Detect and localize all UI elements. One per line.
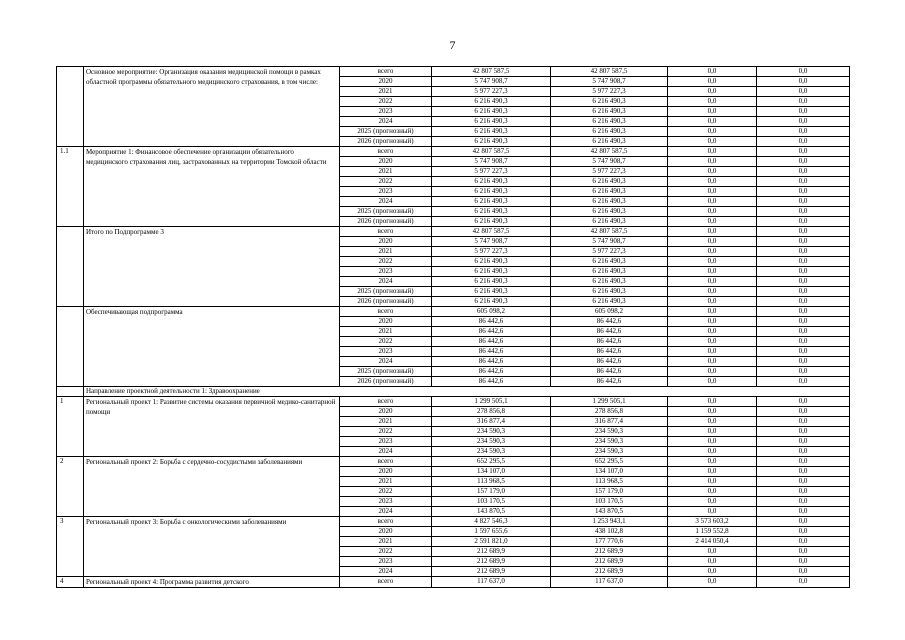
total-value-cell: 5 747 908,7 [432,157,551,167]
other-funding-cell: 0,0 [757,427,850,437]
year-cell: 2023 [340,187,432,197]
other-funding-cell: 0,0 [757,317,850,327]
year-cell: 2022 [340,547,432,557]
regional-budget-cell: 86 442,6 [551,327,668,337]
federal-budget-cell: 0,0 [668,97,757,107]
total-value-cell: 103 170,5 [432,497,551,507]
total-value-cell: 86 442,6 [432,347,551,357]
regional-budget-cell: 117 637,0 [551,577,668,588]
federal-budget-cell: 0,0 [668,247,757,257]
federal-budget-cell: 0,0 [668,337,757,347]
federal-budget-cell: 0,0 [668,497,757,507]
row-number-cell: 1 [57,397,84,457]
year-cell: 2025 (прогнозный) [340,287,432,297]
federal-budget-cell: 0,0 [668,217,757,227]
other-funding-cell: 0,0 [757,367,850,377]
regional-budget-cell: 5 977 227,3 [551,247,668,257]
other-funding-cell: 0,0 [757,87,850,97]
federal-budget-cell: 0,0 [668,317,757,327]
other-funding-cell: 0,0 [757,487,850,497]
other-funding-cell: 0,0 [757,157,850,167]
regional-budget-cell: 5 747 908,7 [551,157,668,167]
row-number-cell [57,387,84,397]
total-value-cell: 4 827 546,3 [432,517,551,527]
year-cell: 2023 [340,347,432,357]
table-row [57,227,850,237]
federal-budget-cell: 0,0 [668,137,757,147]
federal-budget-cell: 0,0 [668,567,757,577]
regional-budget-cell: 86 442,6 [551,317,668,327]
regional-budget-cell: 5 977 227,3 [551,167,668,177]
row-number-cell [57,227,84,307]
total-value-cell: 5 977 227,3 [432,167,551,177]
regional-budget-cell: 234 590,3 [551,437,668,447]
year-cell: 2023 [340,557,432,567]
other-funding-cell: 0,0 [757,467,850,477]
federal-budget-cell: 0,0 [668,187,757,197]
table-row [57,147,850,157]
total-value-cell: 234 590,3 [432,437,551,447]
table-row [57,67,850,77]
other-funding-cell: 0,0 [757,417,850,427]
year-cell: 2021 [340,327,432,337]
federal-budget-cell: 0,0 [668,287,757,297]
total-value-cell: 86 442,6 [432,367,551,377]
federal-budget-cell: 0,0 [668,487,757,497]
regional-budget-cell: 212 689,9 [551,567,668,577]
year-cell: всего [340,517,432,527]
section-header-row [57,387,850,397]
year-cell: 2020 [340,317,432,327]
year-cell: 2021 [340,167,432,177]
regional-budget-cell: 6 216 490,3 [551,107,668,117]
regional-budget-cell: 6 216 490,3 [551,97,668,107]
other-funding-cell: 0,0 [757,67,850,77]
total-value-cell: 6 216 490,3 [432,107,551,117]
federal-budget-cell: 0,0 [668,547,757,557]
other-funding-cell: 0,0 [757,137,850,147]
total-value-cell: 6 216 490,3 [432,177,551,187]
year-cell: 2020 [340,237,432,247]
year-cell: 2025 (прогнозный) [340,207,432,217]
total-value-cell: 234 590,3 [432,427,551,437]
year-cell: 2021 [340,247,432,257]
section-header-cell: Направление проектной деятельности 1: Здравоохранение [84,387,850,397]
other-funding-cell: 0,0 [757,207,850,217]
regional-budget-cell: 278 856,8 [551,407,668,417]
year-cell: всего [340,307,432,317]
federal-budget-cell: 0,0 [668,297,757,307]
other-funding-cell: 0,0 [757,177,850,187]
year-cell: 2020 [340,407,432,417]
regional-budget-cell: 177 770,6 [551,537,668,547]
year-cell: 2026 (прогнозный) [340,137,432,147]
year-cell: 2026 (прогнозный) [340,377,432,387]
regional-budget-cell: 6 216 490,3 [551,127,668,137]
year-cell: 2024 [340,357,432,367]
other-funding-cell: 0,0 [757,227,850,237]
other-funding-cell: 0,0 [757,77,850,87]
total-value-cell: 652 295,5 [432,457,551,467]
total-value-cell: 6 216 490,3 [432,127,551,137]
total-value-cell: 86 442,6 [432,357,551,367]
total-value-cell: 6 216 490,3 [432,287,551,297]
other-funding-cell: 0,0 [757,547,850,557]
item-name-cell: Мероприятие 1: Финансовое обеспечение организации обязательного медицинского страхования лиц, застрахованных на территории Томской области [84,147,340,227]
regional-budget-cell: 113 968,5 [551,477,668,487]
year-cell: 2024 [340,277,432,287]
regional-budget-cell: 86 442,6 [551,357,668,367]
federal-budget-cell: 0,0 [668,577,757,588]
table-row [57,577,850,588]
other-funding-cell: 0,0 [757,167,850,177]
total-value-cell: 212 689,9 [432,557,551,567]
total-value-cell: 86 442,6 [432,377,551,387]
regional-budget-cell: 6 216 490,3 [551,217,668,227]
other-funding-cell: 0,0 [757,97,850,107]
federal-budget-cell: 0,0 [668,557,757,567]
regional-budget-cell: 1 253 943,1 [551,517,668,527]
other-funding-cell: 0,0 [757,557,850,567]
regional-budget-cell: 42 807 587,5 [551,67,668,77]
federal-budget-cell: 3 573 603,2 [668,517,757,527]
total-value-cell: 2 591 821,0 [432,537,551,547]
regional-budget-cell: 6 216 490,3 [551,297,668,307]
row-number-cell: 1.1 [57,147,84,227]
federal-budget-cell: 0,0 [668,467,757,477]
federal-budget-cell: 0,0 [668,227,757,237]
year-cell: всего [340,67,432,77]
year-cell: 2020 [340,157,432,167]
federal-budget-cell: 0,0 [668,407,757,417]
regional-budget-cell: 605 098,2 [551,307,668,317]
regional-budget-cell: 234 590,3 [551,427,668,437]
item-name-cell: Региональный проект 2: Борьба с сердечно-сосудистыми заболеваниями [84,457,340,517]
total-value-cell: 5 747 908,7 [432,237,551,247]
regional-budget-cell: 6 216 490,3 [551,277,668,287]
regional-budget-cell: 6 216 490,3 [551,287,668,297]
federal-budget-cell: 0,0 [668,117,757,127]
total-value-cell: 86 442,6 [432,337,551,347]
federal-budget-cell: 0,0 [668,307,757,317]
other-funding-cell: 0,0 [757,397,850,407]
year-cell: всего [340,457,432,467]
regional-budget-cell: 5 977 227,3 [551,87,668,97]
table-row [57,517,850,527]
table-row [57,457,850,467]
page-number: 7 [449,38,456,52]
regional-budget-cell: 6 216 490,3 [551,257,668,267]
year-cell: всего [340,227,432,237]
total-value-cell: 42 807 587,5 [432,67,551,77]
total-value-cell: 1 597 655,6 [432,527,551,537]
federal-budget-cell: 0,0 [668,107,757,117]
regional-budget-cell: 86 442,6 [551,347,668,357]
year-cell: 2021 [340,417,432,427]
federal-budget-cell: 0,0 [668,347,757,357]
other-funding-cell: 0,0 [757,237,850,247]
total-value-cell: 6 216 490,3 [432,257,551,267]
regional-budget-cell: 652 295,5 [551,457,668,467]
regional-budget-cell: 143 870,5 [551,507,668,517]
federal-budget-cell: 0,0 [668,447,757,457]
federal-budget-cell: 0,0 [668,157,757,167]
total-value-cell: 5 747 908,7 [432,77,551,87]
year-cell: 2022 [340,257,432,267]
total-value-cell: 6 216 490,3 [432,137,551,147]
total-value-cell: 6 216 490,3 [432,297,551,307]
regional-budget-cell: 86 442,6 [551,367,668,377]
regional-budget-cell: 6 216 490,3 [551,187,668,197]
total-value-cell: 316 877,4 [432,417,551,427]
item-name-cell: Региональный проект 1: Развитие системы оказания первичной медико-санитарной помощи [84,397,340,457]
regional-budget-cell: 6 216 490,3 [551,137,668,147]
table-row [57,397,850,407]
item-name-cell: Итого по Подпрограмме 3 [84,227,340,307]
total-value-cell: 6 216 490,3 [432,97,551,107]
other-funding-cell: 0,0 [757,187,850,197]
total-value-cell: 278 856,8 [432,407,551,417]
other-funding-cell: 0,0 [757,217,850,227]
year-cell: 2020 [340,77,432,87]
year-cell: 2024 [340,447,432,457]
federal-budget-cell: 0,0 [668,377,757,387]
other-funding-cell: 0,0 [757,357,850,367]
federal-budget-cell: 0,0 [668,87,757,97]
year-cell: 2023 [340,107,432,117]
year-cell: 2022 [340,487,432,497]
regional-budget-cell: 86 442,6 [551,337,668,347]
federal-budget-cell: 0,0 [668,197,757,207]
federal-budget-cell: 0,0 [668,147,757,157]
total-value-cell: 1 299 505,1 [432,397,551,407]
total-value-cell: 157 179,0 [432,487,551,497]
total-value-cell: 134 107,0 [432,467,551,477]
other-funding-cell: 0,0 [757,517,850,527]
regional-budget-cell: 103 170,5 [551,497,668,507]
federal-budget-cell: 0,0 [668,257,757,267]
year-cell: 2024 [340,197,432,207]
federal-budget-cell: 0,0 [668,427,757,437]
year-cell: 2024 [340,117,432,127]
year-cell: 2022 [340,97,432,107]
total-value-cell: 6 216 490,3 [432,207,551,217]
row-number-cell [57,307,84,387]
budget-table [56,66,850,588]
item-name-cell: Региональный проект 3: Борьба с онкологическими заболеваниями [84,517,340,577]
total-value-cell: 86 442,6 [432,317,551,327]
regional-budget-cell: 42 807 587,5 [551,147,668,157]
other-funding-cell: 0,0 [757,457,850,467]
federal-budget-cell: 0,0 [668,267,757,277]
other-funding-cell: 0,0 [757,377,850,387]
year-cell: 2023 [340,267,432,277]
row-number-cell: 3 [57,517,84,577]
federal-budget-cell: 0,0 [668,167,757,177]
regional-budget-cell: 212 689,9 [551,547,668,557]
total-value-cell: 5 977 227,3 [432,87,551,97]
year-cell: 2023 [340,497,432,507]
other-funding-cell: 0,0 [757,537,850,547]
other-funding-cell: 0,0 [757,447,850,457]
other-funding-cell: 0,0 [757,247,850,257]
regional-budget-cell: 86 442,6 [551,377,668,387]
federal-budget-cell: 1 159 552,8 [668,527,757,537]
year-cell: 2024 [340,567,432,577]
federal-budget-cell: 0,0 [668,457,757,467]
regional-budget-cell: 6 216 490,3 [551,207,668,217]
total-value-cell: 212 689,9 [432,547,551,557]
regional-budget-cell: 42 807 587,5 [551,227,668,237]
federal-budget-cell: 0,0 [668,417,757,427]
total-value-cell: 234 590,3 [432,447,551,457]
federal-budget-cell: 0,0 [668,77,757,87]
federal-budget-cell: 0,0 [668,67,757,77]
total-value-cell: 86 442,6 [432,327,551,337]
year-cell: 2020 [340,527,432,537]
item-name-cell: Региональный проект 4: Программа развития детского [84,577,340,588]
other-funding-cell: 0,0 [757,327,850,337]
regional-budget-cell: 438 102,8 [551,527,668,537]
item-name-cell: Основное мероприятие: Организация оказания медицинской помощи в рамках областной программы обязательного медицинского страхования, в том числе: [84,67,340,147]
other-funding-cell: 0,0 [757,437,850,447]
other-funding-cell: 0,0 [757,257,850,267]
other-funding-cell: 0,0 [757,577,850,588]
row-number-cell [57,67,84,147]
year-cell: 2021 [340,477,432,487]
regional-budget-cell: 6 216 490,3 [551,117,668,127]
federal-budget-cell: 0,0 [668,277,757,287]
other-funding-cell: 0,0 [757,527,850,537]
other-funding-cell: 0,0 [757,507,850,517]
year-cell: 2020 [340,467,432,477]
total-value-cell: 117 637,0 [432,577,551,588]
regional-budget-cell: 134 107,0 [551,467,668,477]
other-funding-cell: 0,0 [757,147,850,157]
federal-budget-cell: 0,0 [668,237,757,247]
other-funding-cell: 0,0 [757,197,850,207]
total-value-cell: 42 807 587,5 [432,147,551,157]
regional-budget-cell: 316 877,4 [551,417,668,427]
year-cell: всего [340,577,432,588]
other-funding-cell: 0,0 [757,287,850,297]
other-funding-cell: 0,0 [757,277,850,287]
other-funding-cell: 0,0 [757,567,850,577]
total-value-cell: 6 216 490,3 [432,117,551,127]
other-funding-cell: 0,0 [757,337,850,347]
other-funding-cell: 0,0 [757,297,850,307]
federal-budget-cell: 0,0 [668,477,757,487]
other-funding-cell: 0,0 [757,107,850,117]
table-row [57,307,850,317]
other-funding-cell: 0,0 [757,267,850,277]
total-value-cell: 6 216 490,3 [432,197,551,207]
total-value-cell: 6 216 490,3 [432,267,551,277]
federal-budget-cell: 0,0 [668,437,757,447]
other-funding-cell: 0,0 [757,407,850,417]
federal-budget-cell: 0,0 [668,177,757,187]
regional-budget-cell: 1 299 505,1 [551,397,668,407]
federal-budget-cell: 0,0 [668,327,757,337]
regional-budget-cell: 234 590,3 [551,447,668,457]
total-value-cell: 212 689,9 [432,567,551,577]
year-cell: 2025 (прогнозный) [340,367,432,377]
year-cell: всего [340,397,432,407]
other-funding-cell: 0,0 [757,117,850,127]
total-value-cell: 6 216 490,3 [432,217,551,227]
year-cell: 2021 [340,87,432,97]
row-number-cell: 4 [57,577,84,588]
item-name-cell: Обеспечивающая подпрограмма [84,307,340,387]
total-value-cell: 113 968,5 [432,477,551,487]
regional-budget-cell: 6 216 490,3 [551,197,668,207]
federal-budget-cell: 0,0 [668,367,757,377]
other-funding-cell: 0,0 [757,127,850,137]
table-body [57,67,850,588]
other-funding-cell: 0,0 [757,307,850,317]
federal-budget-cell: 0,0 [668,357,757,367]
federal-budget-cell: 0,0 [668,507,757,517]
other-funding-cell: 0,0 [757,477,850,487]
year-cell: 2026 (прогнозный) [340,217,432,227]
regional-budget-cell: 157 179,0 [551,487,668,497]
federal-budget-cell: 2 414 050,4 [668,537,757,547]
federal-budget-cell: 0,0 [668,397,757,407]
year-cell: 2025 (прогнозный) [340,127,432,137]
year-cell: всего [340,147,432,157]
federal-budget-cell: 0,0 [668,127,757,137]
total-value-cell: 42 807 587,5 [432,227,551,237]
regional-budget-cell: 6 216 490,3 [551,267,668,277]
year-cell: 2023 [340,437,432,447]
regional-budget-cell: 5 747 908,7 [551,77,668,87]
total-value-cell: 6 216 490,3 [432,187,551,197]
row-number-cell: 2 [57,457,84,517]
regional-budget-cell: 212 689,9 [551,557,668,567]
regional-budget-cell: 5 747 908,7 [551,237,668,247]
total-value-cell: 6 216 490,3 [432,277,551,287]
other-funding-cell: 0,0 [757,347,850,357]
year-cell: 2022 [340,337,432,347]
total-value-cell: 605 098,2 [432,307,551,317]
total-value-cell: 143 870,5 [432,507,551,517]
other-funding-cell: 0,0 [757,497,850,507]
regional-budget-cell: 6 216 490,3 [551,177,668,187]
year-cell: 2021 [340,537,432,547]
year-cell: 2022 [340,427,432,437]
year-cell: 2024 [340,507,432,517]
total-value-cell: 5 977 227,3 [432,247,551,257]
federal-budget-cell: 0,0 [668,207,757,217]
year-cell: 2022 [340,177,432,187]
year-cell: 2026 (прогнозный) [340,297,432,307]
